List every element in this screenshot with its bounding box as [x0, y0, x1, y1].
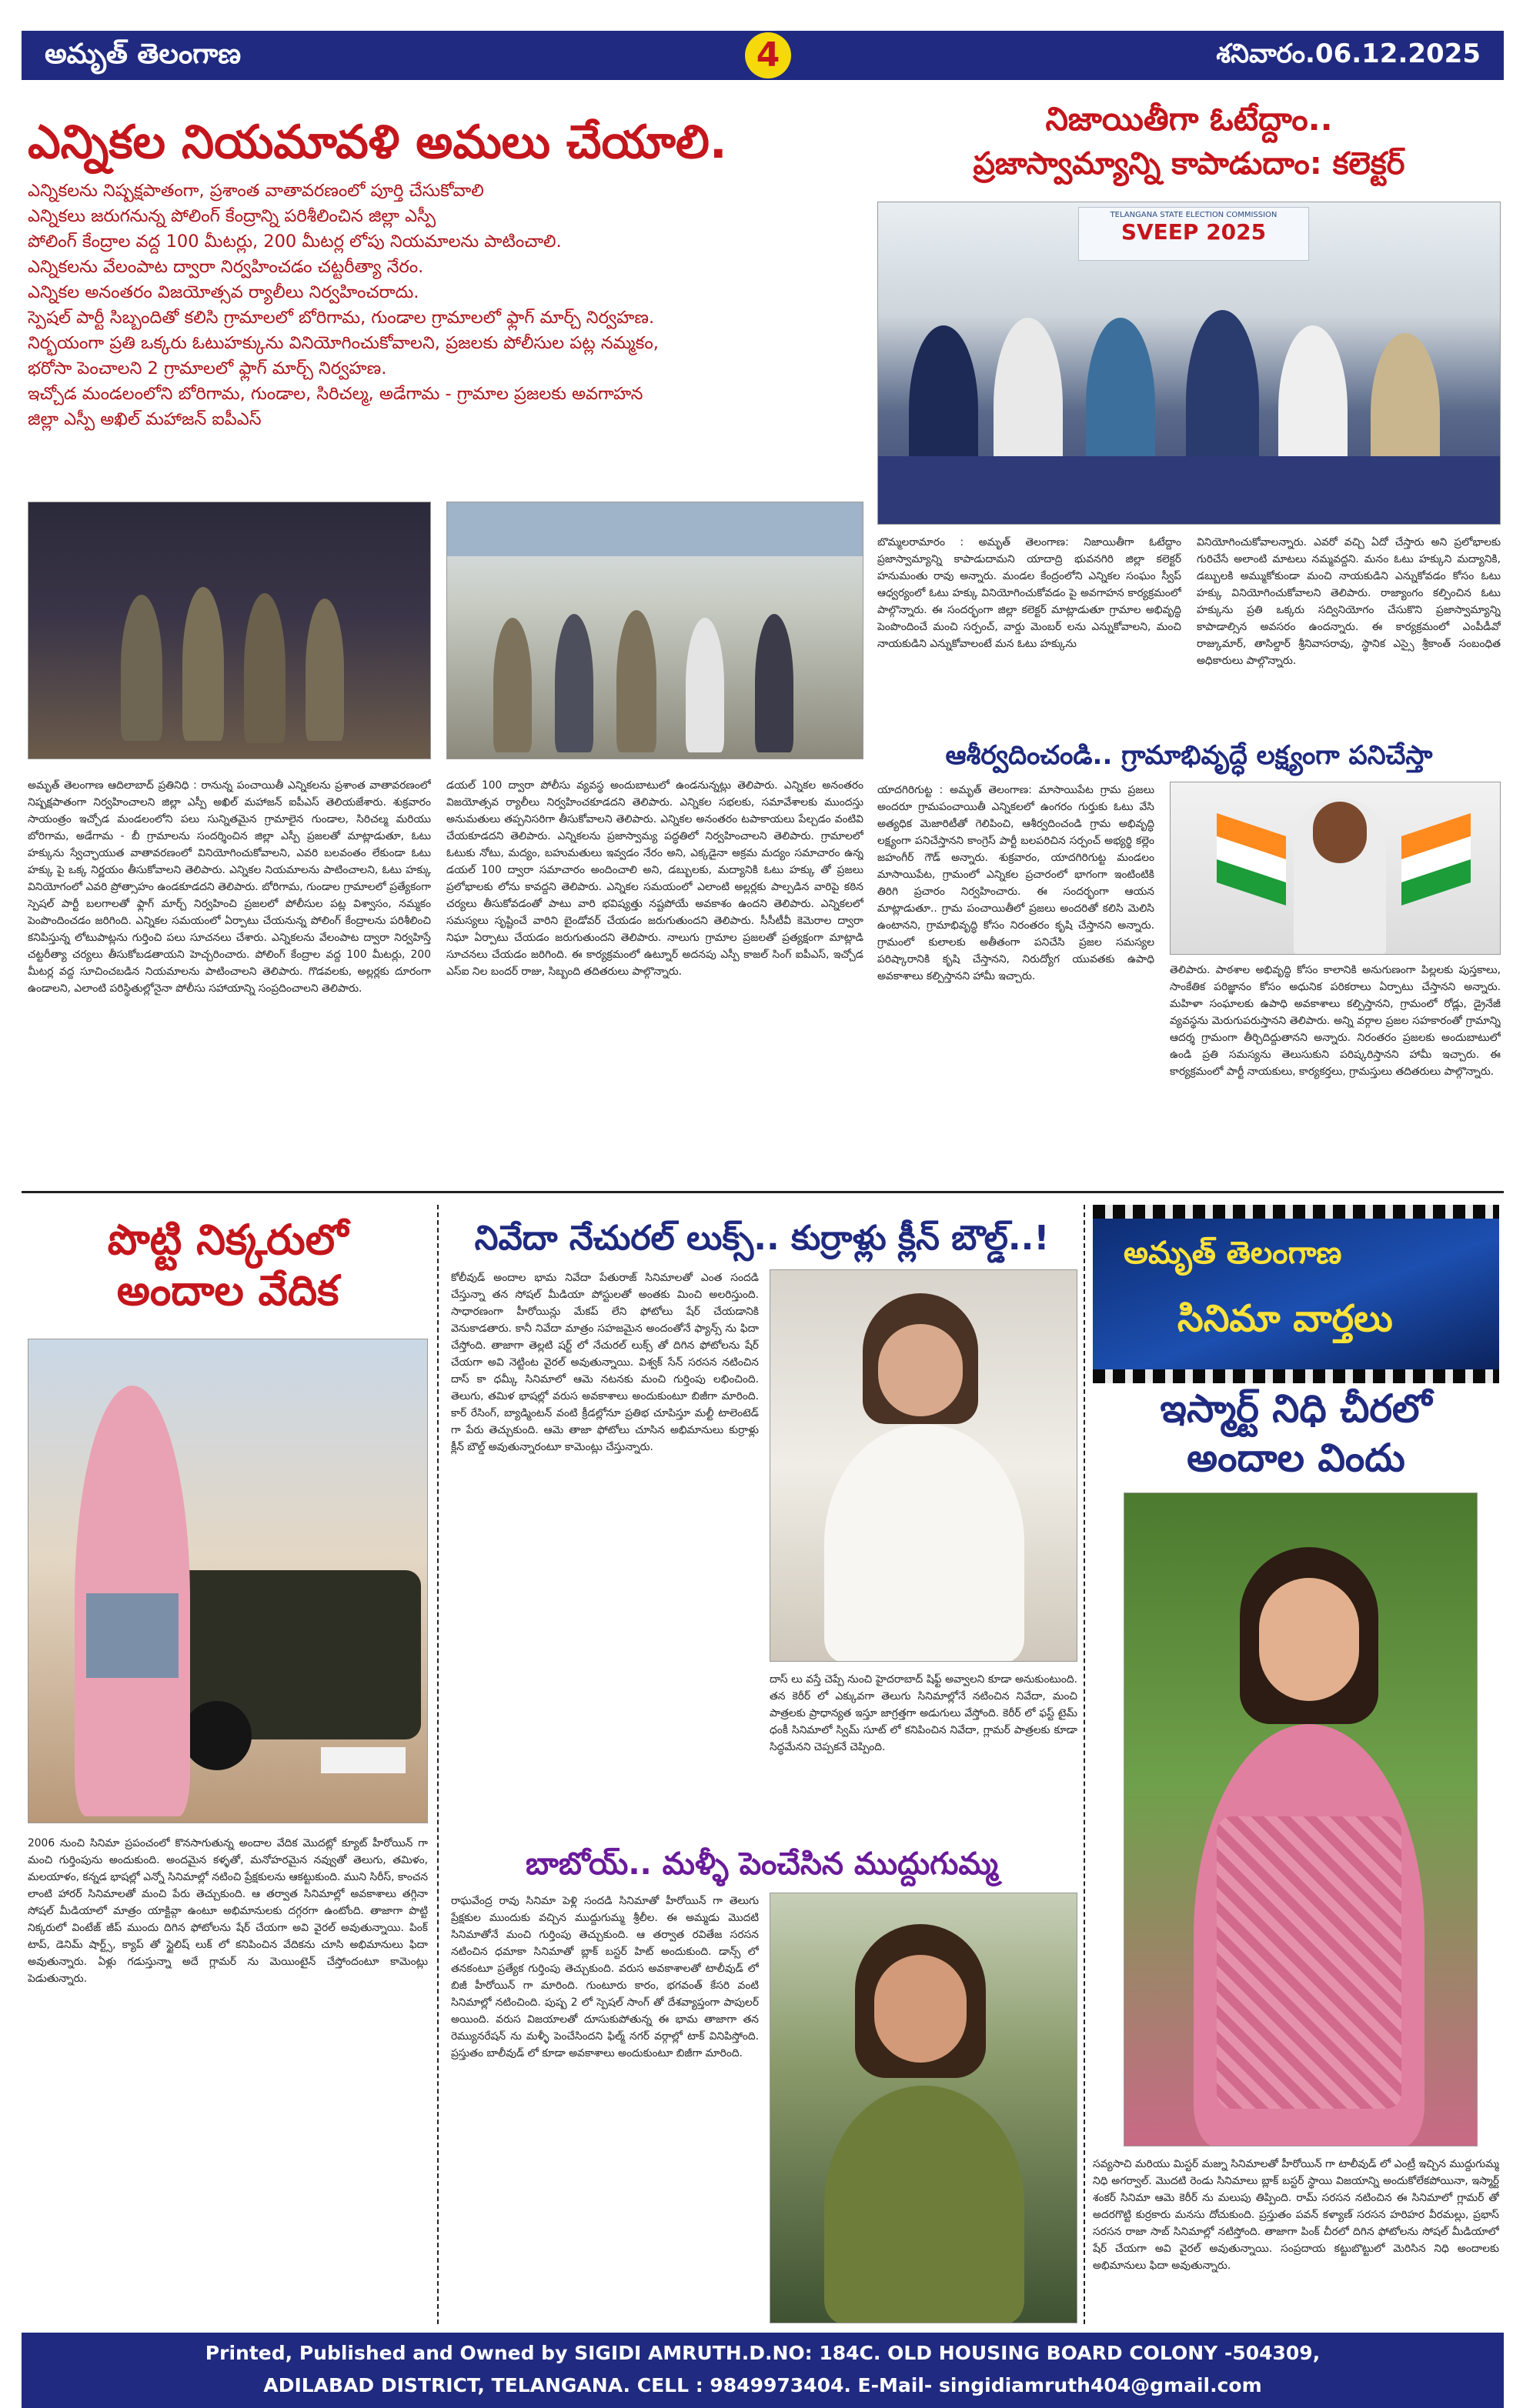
lead-body-left: అమృత్ తెలంగాణ ఆదిలాబాద్ ప్రతినిధి : రానున్న పంచాయితీ ఎన్నికలను ప్రశాంత వాతావరణంలో నిష్పక్షపాతంగా నిర్వహించాలని జిల్లా ఎస్పీ అఖిల్ మహాజన్ ఐపీఎస్ తెలియజేశారు. శుక్రవారం సాయంత్రం ఇచ్చోడ మండలంలోని పలు సున్నితమైన గ్రామాలైన గుండాల, సిరిచల్మ మరియు బోరిగామ, అడేగామ - బీ గ్రామాలను సందర్శించిన జిల్లా ఎస్పీ ప్రజలతో మాట్లాడుతూ, ఓటు హక్కును స్వేచ్ఛాయుత వాతావరణంలో వినియోగించుకోవాలని, ఎవరి బలవంతం లేకుండా ఓటు హక్కు పై ఒక్క నిర్ణయం తీసుకోవాలని తెలిపారు. ఎన్నికల నియమాలను పాటించాలని, ఓటు హక్కు వినియోగంలో ఎవరి ప్రోత్సాహం ఉండకూడదని తెలిపారు. బోరిగామ, గుండాల గ్రామాలలో ప్రత్యేకంగా స్పెషల్ పార్టీ బలగాలతో ఫ్లాగ్ మార్చ్ నిర్వహించి ప్రజలలో పోలీసుల పట్ల విశ్వాసం, నమ్మకం పెంపొందించడం జరిగింది. ఎన్నికల సమయంలో ఏర్పాటు చేయనున్న పోలింగ్ కేంద్రాలను పరిశీలించి కనిపిస్తున్న లోటుపాట్లను గుర్తించి పలు సూచనలు చేశారు. ఎన్నికలను వేలంపాట ద్వారా నిర్వహిస్తే చట్టరీత్యా చర్యలు తీసుకోబడతాయని హెచ్చరించారు. పోలింగ్ కేంద్రాల వద్ద 100 మీటర్లు, 200 మీటర్ల వద్ద సూచించబడిన నియమాలను పాటించాలని తెలిపారు. గొడవలకు, అల్లర్లకు దూరంగా ఉండాలని, ఎలాంటి పరిస్థితుల్లోనైనా పోలీసు సహాయాన్ని సంప్రదించాలని తెలిపారు. [28, 779, 431, 995]
candidate-body-left: యాదగిరిగుట్ట : అమృత్ తెలంగాణ: మాసాయిపేట గ్రామ ప్రజలు అందరూ గ్రామపంచాయితీ ఎన్నికలలో ఉంగరం గుర్తుకు ఓటు వేసి అత్యధిక మెజారిటీతో గెలిపించి, ఆశీర్వదించండి గ్రామ అభివృద్ధి లక్ష్యంగా పనిచేస్తానని కాంగ్రెస్ పార్టీ బలపరిచిన సర్పంచ్ అభ్యర్థి కల్లెం జహంగీర్ గౌడ్ అన్నారు. శుక్రవారం, యాదగిరిగుట్ట మండలం మాసాయిపేట, గ్రామంలో ఎన్నికల ప్రచారంలో భాగంగా ఇంటింటికి తిరిగి ప్రచారం నిర్వహించారు. ఈ సందర్భంగా ఆయన మాట్లాడుతూ.. గ్రామ పంచాయితీలో ప్రజలు అందరితో కలిసి మెలిసి ఉంటానని, గ్రామాభివృద్ధి కోసం నిరంతరం కృషి చేస్తానని అన్నారు. గ్రామంలో కులాలకు అతీతంగా పనిచేసి ప్రజల సమస్యల పరిష్కారానికి కృషి చేస్తానని, నిరుద్యోగ యువతకు ఉపాధి అవకాశాలు కల్పిస్తానని హామీ ఇచ్చారు. [877, 784, 1154, 982]
candidate-headline: ఆశీర్వదించండి.. గ్రామాభివృద్ధే లక్ష్యంగా పనిచేస్తా [945, 740, 1433, 771]
column-separator [437, 1205, 439, 2324]
banner-text: TELANGANA STATE ELECTION COMMISSION [1110, 211, 1278, 219]
bullet-line: ఎన్నికల అనంతరం విజయోత్సవ ర్యాలీలు నిర్వహించరాదు. [28, 282, 419, 302]
police-day-march-photo [446, 502, 863, 759]
bullet-line: ఇచ్చోడ మండలంలోని బోరిగామ, గుండాల, సిరిచల్మ, అడేగామ - గ్రామాల ప్రజలకు అవగాహన [28, 384, 643, 404]
bullet-line: ఎన్నికలు జరుగనున్న పోలింగ్ కేంద్రాన్ని పరిశీలించిన జిల్లా ఎస్పీ [28, 206, 436, 226]
number-plate [321, 1747, 406, 1773]
actress-green-dress-photo [770, 1893, 1077, 2323]
bullet-line: ఎన్నికలను నిష్పక్షపాతంగా, ప్రశాంత వాతావరణంలో పూర్తి చేసుకోవాలి [28, 181, 484, 201]
voting-body-left: బొమ్మలరామారం : అమృత్ తెలంగాణ: నిజాయితీగా ఓటేద్దాం ప్రజాస్వామ్యాన్ని కాపాడుదామని యాదాద్రి భువనగిరి జిల్లా కలెక్టర్ హనుమంతు రావు అన్నారు. మండల కేంద్రంలోని ఎన్నికల సంఘం స్వీప్ ఆధ్వర్యంలో ఓటు హక్కు వినియోగించుకోవడం పై అవగాహన కార్యక్రమంలో పాల్గొన్నారు. ఈ సందర్భంగా జిల్లా కలెక్టర్ మాట్లాడుతూ గ్రామాల అభివృద్ధి పెంపొందించే మంచి సర్పంచ్, వార్డు మెంబర్ లను ఎన్నుకోవాలని, మంచి నాయకుడిని ఎన్నుకోవాలంటే మన ఓటు హక్కును [877, 536, 1181, 650]
collector-oath-photo [877, 202, 1501, 525]
voting-headline-line1: నిజాయితీగా ఓటేద్దాం.. [1045, 100, 1333, 138]
cinema3-headline-line2: అందాల విందు [1187, 1436, 1405, 1480]
cinema1-headline-line1: పొట్టి నిక్కరులో [107, 1216, 349, 1264]
issue-date: శనివారం.06.12.2025 [1216, 38, 1481, 69]
cinema2-body-continued: దాస్ లు వస్తే చెప్పే నుంచి హైదరాబాద్ షిఫ్ట్ అవ్వాలని కూడా అనుకుంటుంది. తన కెరీర్ లో ఎక్కువగా తెలుగు సినిమాల్లోనే నటించిన నివేదా, మంచి పాత్రలకు ప్రాధాన్యత ఇస్తూ జాగ్రత్తగా అడుగులు వేస్తోంది. కెరీర్ లో ఫస్ట్ టైమ్ ధంకీ సినిమాలో స్విమ్ సూట్ లో కనిపించిన నివేదా, గ్లామర్ పాత్రలకు కూడా సిద్ధమేనని చెప్పకనే చెప్పింది. [770, 1673, 1077, 1753]
section-divider [22, 1191, 1504, 1193]
lead-headline: ఎన్నికల నియమావళి అమలు చేయాలి. [28, 115, 727, 169]
actress-jeep-photo [28, 1339, 428, 1823]
imprint-footer [22, 2333, 1504, 2408]
cinema4-headline: బాబోయ్.. మళ్ళీ పెంచేసిన ముద్దుగుమ్మ [525, 1846, 999, 1882]
police-night-march-photo [28, 502, 431, 759]
candidate-body-right: తెలిపారు. పాఠశాల అభివృద్ధి కోసం కాలానికి అనుగుణంగా పిల్లలకు పుస్తకాలు, సాంకేతిక పరిజ్ఞానం కోసం అధునిక పరికరాలు ఏర్పాటు చేస్తానని అన్నారు. మహిళా సంఘాలకు ఉపాధి అవకాశాలు కల్పిస్తానని, గ్రామంలో రోడ్లు, డ్రైనేజీ వ్యవస్థను మెరుగుపరుస్తానని తెలిపారు. అన్ని వర్గాల ప్రజల సహకారంతో గ్రామాన్ని ఆదర్శ గ్రామంగా తీర్చిదిద్దుతానని అన్నారు. నిరంతరం ప్రజలకు అందుబాటులో ఉండి ప్రతి సమస్యను తెలుసుకుని పరిష్కరిస్తానని హామీ ఇచ్చారు. ఈ కార్యక్రమంలో పార్టీ నాయకులు, కార్యకర్తలు, గ్రామస్తులు తదితరులు పాల్గొన్నారు. [1170, 964, 1501, 1078]
cinema2-headline: నివేదా నేచురల్ లుక్స్.. కుర్రాళ్లు క్లీన్ బౌల్డ్..! [474, 1219, 1050, 1258]
film-strip [1093, 1369, 1499, 1383]
actress-saree-photo [1124, 1492, 1478, 2146]
bullet-line: నిర్భయంగా ప్రతి ఒక్కరు ఓటుహక్కును వినియోగించుకోవాలని, ప్రజలకు పోలీసుల పట్ల నమ్మకం, [28, 333, 659, 353]
bullet-line: ఎన్నికలను వేలంపాట ద్వారా నిర్వహించడం చట్టరీత్యా నేరం. [28, 257, 424, 277]
cinema2-body: కోలీవుడ్ అందాల భామ నివేదా పేతురాజ్ సినిమాలతో ఎంత సందడి చేస్తున్నా తన సోషల్ మీడియా పోస్టులతో అంతకు మించి అలరిస్తుంది. సాధారణంగా హీరోయిన్లు మేకప్ లేని ఫోటోలు షేర్ చేయడానికి వెనుకాడతారు. కానీ నివేదా మాత్రం సహజమైన అందంతోనే ఫ్యాన్స్ ను ఫిదా చేస్తోంది. తాజాగా తెల్లటి షర్ట్ లో నేచురల్ లుక్స్ తో దిగిన ఫోటోలను షేర్ చేయగా అవి నెట్టింట వైరల్ అవుతున్నాయి. విశ్వక్ సేన్ సరసన నటించిన దాస్ కా ధమ్కీ సినిమాలో ఆమె నటనకు మంచి గుర్తింపు లభించింది. తెలుగు, తమిళ భాషల్లో వరుస అవకాశాలు అందుకుంటూ బిజీగా మారింది. కార్ రేసింగ్, బ్యాడ్మింటన్ వంటి క్రీడల్లోనూ ప్రతిభ చూపిస్తూ మల్టీ టాలెంటెడ్ గా పేరు తెచ్చుకుంది. ఆమె తాజా ఫోటోలు చూసిన అభిమానులు కుర్రాళ్లు క్లీన్ బౌల్డ్ అవుతున్నారంటూ కామెంట్లు చేస్తున్నారు. [451, 1272, 759, 1453]
cinema1-body: 2006 నుంచి సినిమా ప్రపంచంలో కొనసాగుతున్న అందాల వేదిక మొదట్లో క్యూట్ హీరోయిన్ గా మంచి గుర్తింపును అందుకుంది. అందమైన కళ్ళతో, మనోహరమైన నవ్వుతో తెలుగు, తమిళం, మలయాళం, కన్నడ భాషల్లో ఎన్నో సినిమాల్లో నటించి ప్రేక్షకులను ఆకట్టుకుంది. ముని సిరీస్, కాంచన లాంటి హారర్ సినిమాలతో మంచి పేరు తెచ్చుకుంది. ఆ తర్వాత సినిమాల్లో అవకాశాలు తగ్గినా సోషల్ మీడియాలో మాత్రం యాక్టివ్గా ఉంటూ అభిమానులకు దగ్గరగా ఉంటోంది. తాజాగా పొట్టి నిక్కరులో వింటేజ్ జీప్ ముందు దిగిన ఫోటోలను షేర్ చేయగా అవి వైరల్ అవుతున్నాయి. పింక్ టాప్, డెనిమ్ షార్ట్స్, క్యాప్ తో స్టైలిష్ లుక్ లో కనిపించిన వేదికను చూసి అభిమానులు ఫిదా అవుతున్నారు. ఏళ్లు గడుస్తున్నా అదే గ్లామర్ ను మెయింటైన్ చేస్తోందంటూ కామెంట్లు పెడుతున్నారు. [28, 1837, 428, 1985]
sveep-banner [1078, 207, 1309, 261]
cinema3-headline-line1: ఇస్మార్ట్ నిధి చీరలో [1160, 1386, 1432, 1431]
actress-white-shirt-photo [770, 1269, 1077, 1662]
cinema4-body: రాఘవేంద్ర రావు సినిమా పెళ్లి సందడి సినిమాతో హీరోయిన్ గా తెలుగు ప్రేక్షకుల ముందుకు వచ్చిన ముద్దుగుమ్మ శ్రీలీల. ఈ అమ్మడు మొదటి సినిమాతోనే మంచి గుర్తింపు తెచ్చుకుంది. ఆ తర్వాత రవితేజ సరసన నటించిన ధమాకా సినిమాతో బ్లాక్ బస్టర్ హిట్ అందుకుంది. డాన్స్ లో తనకంటూ ప్రత్యేక గుర్తింపు తెచ్చుకుంది. వరుస అవకాశాలతో టాలీవుడ్ లో బిజీ హీరోయిన్ గా మారింది. గుంటూరు కారం, భగవంత్ కేసరి వంటి సినిమాల్లో నటించింది. పుష్ప 2 లో స్పెషల్ సాంగ్ తో దేశవ్యాప్తంగా పాపులర్ అయింది. వరుస విజయాలతో దూసుకుపోతున్న ఈ భామ తాజాగా తన రెమ్యునరేషన్ ను మళ్ళీ పెంచేసిందని ఫిల్మ్ నగర్ వర్గాల్లో టాక్ వినిపిస్తోంది. ప్రస్తుతం బాలీవుడ్ లో కూడా అవకాశాలు అందుకుంటూ బిజీగా మారింది. [451, 1895, 759, 2059]
cinema1-headline-line2: అందాల వేదిక [116, 1266, 339, 1315]
bullet-line: పోలింగ్ కేంద్రాల వద్ద 100 మీటర్లు, 200 మీటర్ల లోపు నియమాలను పాటించాలి. [28, 232, 562, 252]
bullet-line: స్పెషల్ పార్టీ సిబ్బందితో కలిసి గ్రామాలలో బోరిగామ, గుండాల గ్రామాలలో ఫ్లాగ్ మార్చ్ నిర్వహణ. [28, 308, 655, 328]
bullet-line: జిల్లా ఎస్పీ అఖిల్ మహాజన్ ఐపీఎస్ [28, 409, 262, 429]
party-flag-icon [1401, 813, 1471, 944]
column-separator [1084, 1205, 1085, 2324]
lead-bullets [28, 178, 863, 432]
bullet-line: భరోసా పెంచాలని 2 గ్రామాలలో ఫ్లాగ్ మార్చ్ నిర్వహణ. [28, 359, 387, 379]
voting-body-right: వినియోగించుకోవాలన్నారు. ఎవరో వచ్చి ఏదో చేస్తారు అని ప్రలోభాలకు గురిచేసే అలాంటి మాటలు నమ్మవద్దని. మనం ఓటు హక్కుని మద్యానికి, డబ్బులకి అమ్ముకోకుండా మంచి నాయకుడిని ఎన్నుకోవడం కోసం ఓటు హక్కు వినియోగించుకోవాలని తెలిపారు. రాజ్యాంగం కల్పించిన ఓటు హక్కును ప్రతి ఒక్కరు సద్వినియోగం చేసుకొని ప్రజాస్వామ్యాన్ని కాపాడాల్సిన అవసరం ఉందన్నారు. ఈ కార్యక్రమంలో ఎంపీడీవో రాజ్కుమార్, తాసిల్దార్ శ్రీనివాసరావు, స్థానిక ఎస్సై శ్రీకాంత్ సంబంధిత అధికారులు పాల్గొన్నారు. [1197, 536, 1501, 667]
promo-title-line2: సినిమా వార్తలు [1177, 1297, 1393, 1340]
imprint-line2: ADILABAD DISTRICT, TELANGANA. CELL : 9849973404. E-Mail- singidiamruth404@gmail.com [263, 2374, 1262, 2396]
film-strip [1093, 1205, 1499, 1219]
page-number: 4 [745, 32, 791, 78]
masthead [22, 31, 1504, 80]
banner-sveep: SVEEP 2025 [1121, 219, 1267, 245]
promo-title-line1: అమృత్ తెలంగాణ [1124, 1236, 1342, 1271]
imprint-line1: Printed, Published and Owned by SIGIDI AMRUTH.D.NO: 184C. OLD HOUSING BOARD COLONY -504309, [205, 2342, 1321, 2364]
candidate-portrait-photo [1170, 782, 1501, 955]
cinema3-body: సవ్యసాచి మరియు మిస్టర్ మజ్ను సినిమాలతో హీరోయిన్ గా టాలీవుడ్ లో ఎంట్రీ ఇచ్చిన ముద్దుగుమ్మ నిధి అగర్వాల్. మొదటి రెండు సినిమాలు బ్లాక్ బస్టర్ స్థాయి విజయాన్ని అందుకోలేకపోయినా, ఇస్మార్ట్ శంకర్ సినిమా ఆమె కెరీర్ ను మలుపు తిప్పింది. రామ్ సరసన నటించిన ఈ సినిమాలో గ్లామర్ తో అదరగొట్టి కుర్రకారు మనసు దోచుకుంది. ప్రస్తుతం పవన్ కళ్యాణ్ సరసన హరిహర వీరమల్లు, ప్రభాస్ సరసన రాజా సాబ్ సినిమాల్లో నటిస్తోంది. తాజాగా పింక్ చీరలో దిగిన ఫోటోలను సోషల్ మీడియాలో షేర్ చేయగా అవి వైరల్ అవుతున్నాయి. సంప్రదాయ కట్టుబొట్టులో మెరిసిన నిధి అందాలకు అభిమానులు ఫిదా అవుతున్నారు. [1093, 2158, 1499, 2272]
cinema-news-promo [1093, 1205, 1499, 1383]
party-flag-icon [1217, 813, 1286, 944]
paper-name: అమృత్ తెలంగాణ [45, 38, 242, 70]
voting-headline-line2: ప్రజాస్వామ్యాన్ని కాపాడుదాం: కలెక్టర్ [973, 146, 1405, 182]
lead-body-right: డయల్ 100 ద్వారా పోలీసు వ్యవస్థ అందుబాటులో ఉండనున్నట్లు తెలిపారు. ఎన్నికల అనంతరం విజయోత్సవ ర్యాలీలు నిర్వహించకూడదని తెలిపారు. ఎన్నికల సభలకు, సమావేశాలకు ముందస్తు అనుమతులు తప్పనిసరిగా తీసుకోవాలని తెలిపారు. ఎన్నికల అనంతరం టపాకాయలు పేల్చడం వంటివి చేయకూడదని తెలిపారు. ఎన్నికలను ప్రజాస్వామ్య పద్ధతిలో నిర్వహించాలని తెలిపారు. గ్రామాలలో ఓటుకు నోటు, మద్యం, బహుమతులు ఇవ్వడం నేరం అని, ఎక్కడైనా అక్రమ మద్యం సమాచారం ఉన్న డయల్ 100 ద్వారా సమాచారం అందించాలి అని, డబ్బులకు, మద్యానికి ఓటు హక్కు తో ప్రజలు ప్రలోభాలకు లోను కావద్దని తెలిపారు. ఎన్నికల సమయంలో ఎలాంటి అల్లర్లకు పాల్పడిన వారిపై కఠిన చర్యలు తీసుకోవడంతో పాటు వారి భవిష్యత్తు నష్టపోయే అవకాశం ఉందని తెలిపారు. ఎన్నికలలో సమస్యలు సృష్టించే వారిని బైండోవర్ చేయడం జరుగుతుందని తెలిపారు. సీసీటీవీ కెమెరాల ద్వారా నిఘా ఏర్పాటు చేయడం జరుగుతుందని తెలిపారు. నాలుగు గ్రామాల ప్రజలతో ప్రత్యక్షంగా మాట్లాడి సూచనలు చేయడం జరిగింది. ఈ కార్యక్రమంలో ఉట్నూర్ అదనపు ఎస్పీ కాజల్ సింగ్ ఐపీఎస్, ఇచ్చోడ ఎస్ఐ నిల బందర్ రాజు, సిబ్బంది తదితరులు పాల్గొన్నారు. [446, 779, 863, 978]
